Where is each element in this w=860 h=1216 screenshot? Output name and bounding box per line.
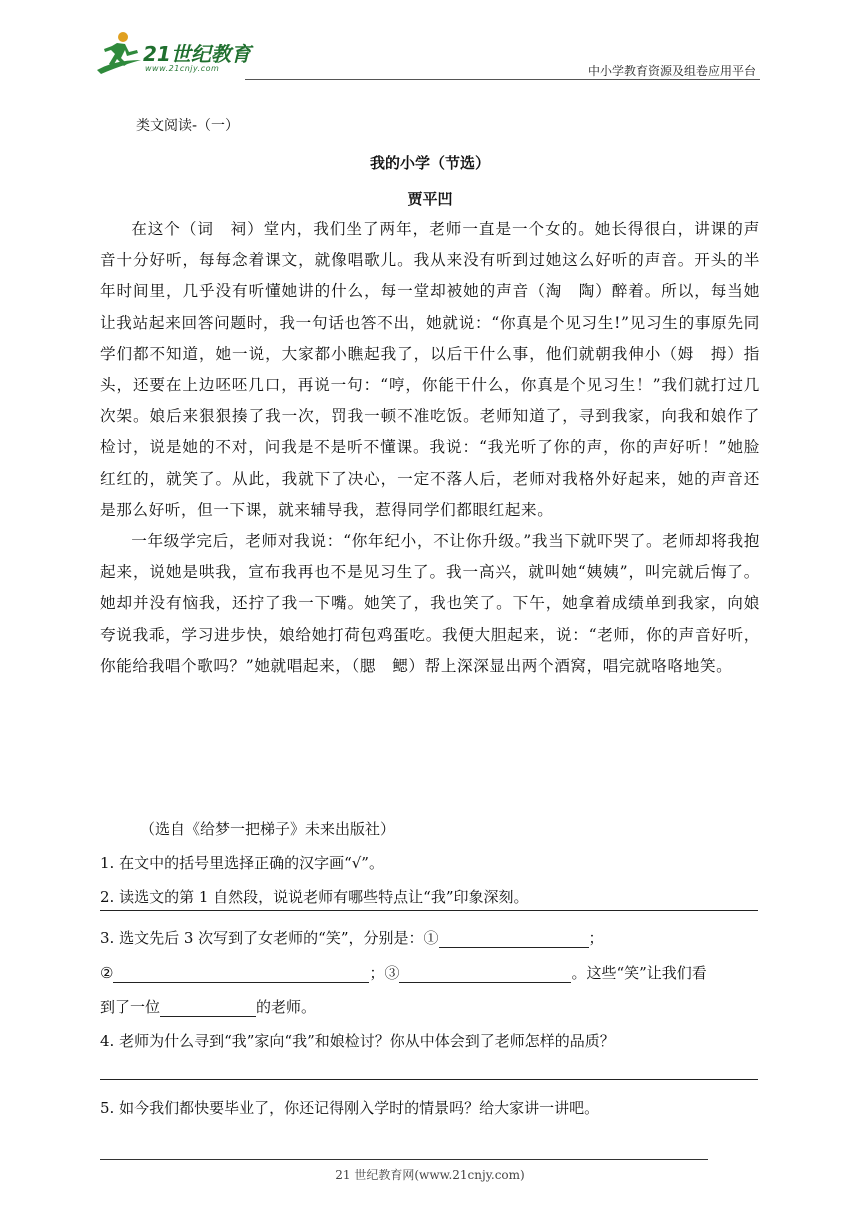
question-1: 1. 在文中的括号里选择正确的汉字画“√”。 [100,854,384,872]
question-3-prefix: 3. 选文先后 3 次写到了女老师的“笑”，分别是：① [100,929,439,947]
answer-blank-3-4[interactable] [160,1000,256,1017]
question-3 [100,927,604,948]
question-3-mid: 。这些“笑”让我们看 [571,964,707,982]
question-3-tail-suffix: 的老师。 [256,998,317,1016]
question-3-tail-prefix: 到了一位 [100,998,161,1016]
question-3-line2 [100,962,707,983]
footer-divider [100,1159,708,1160]
platform-name: 中小学教育资源及组卷应用平台 [587,64,756,78]
question-3-sep2: ；③ [369,964,400,982]
logo [95,30,265,78]
header-divider [245,79,760,80]
logo-url: www.21cnjy.com [145,64,220,73]
article-title: 我的小学（节选） [369,154,490,172]
logo-wordmark: 21世纪教育 [143,42,251,66]
question-3-sep1: ； [588,929,604,947]
question-3-line3 [100,996,316,1017]
answer-blank-3-1[interactable] [439,931,589,948]
question-3-num2: ② [100,964,114,982]
article-body [100,214,760,682]
question-5: 5. 如今我们都快要毕业了，你还记得刚入学时的情景吗？给大家讲一讲吧。 [100,1099,600,1117]
answer-line-2[interactable] [100,910,758,911]
section-label: 类文阅读-（一） [136,118,240,134]
runner-logo-icon [95,30,143,76]
paragraph-2: 一年级学完后，老师对我说：“你年纪小，不让你升级。”我当下就吓哭了。老师却将我抱起来，说她是哄我，宣布我再也不是见习生了。我一高兴，就叫她“姨姨”，叫完就后悔了。她却并没有恼我，还拧了我一下嘴。她笑了，我也笑了。下午，她拿着成绩单到我家，向娘夸说我乖，学习进步快，娘给她打荷包鸡蛋吃。我便大胆起来，说：“老师，你的声音好听，你能给我唱个歌吗？”她就唱起来，（腮 鳃）帮上深深显出两个酒窝，唱完就咯咯地笑。 [100,532,760,675]
page-header [95,30,760,80]
article-author: 贾平凹 [407,190,453,208]
answer-blank-3-3[interactable] [399,966,571,983]
paragraph-1: 在这个（词 祠）堂内，我们坐了两年，老师一直是一个女的。她长得很白，讲课的声音十分好听，每每念着课文，就像唱歌儿。我从来没有听到过她这么好听的声音。开头的半年时间里，几乎没有听懂她讲的什么，每一堂却被她的声音（淘 陶）醉着。所以，每当她让我站起来回答问题时，我一句话也答不出，她就说：“你真是个见习生!”见习生的事原先同学们都不知道，她一说，大家都小瞧起我了，以后干什么事，他们就朝我伸小（姆 拇）指头，还要在上边呸呸几口，再说一句：“哼，你能干什么，你真是个见习生！”我们就打过几次架。娘后来狠狠揍了我一次，罚我一顿不准吃饭。老师知道了，寻到我家，向我和娘作了检讨，说是她的不对，问我是不是听不懂课。我说：“我光听了你的声，你的声好听！”她脸红红的，就笑了。从此，我就下了决心，一定不落人后，老师对我格外好起来，她的声音还是那么好听，但一下课，就来辅导我，惹得同学们都眼红起来。 [100,220,760,519]
answer-blank-3-2[interactable] [113,966,369,983]
question-4: 4. 老师为什么寻到“我”家向“我”和娘检讨？你从中体会到了老师怎样的品质？ [100,1032,615,1050]
page-footer: 21 世纪教育网(www.21cnjy.com) [335,1168,525,1182]
article-source: （选自《给梦一把梯子》未来出版社） [140,820,396,838]
question-2: 2. 读选文的第 1 自然段，说说老师有哪些特点让“我”印象深刻。 [100,888,529,906]
answer-line-4[interactable] [100,1079,758,1080]
